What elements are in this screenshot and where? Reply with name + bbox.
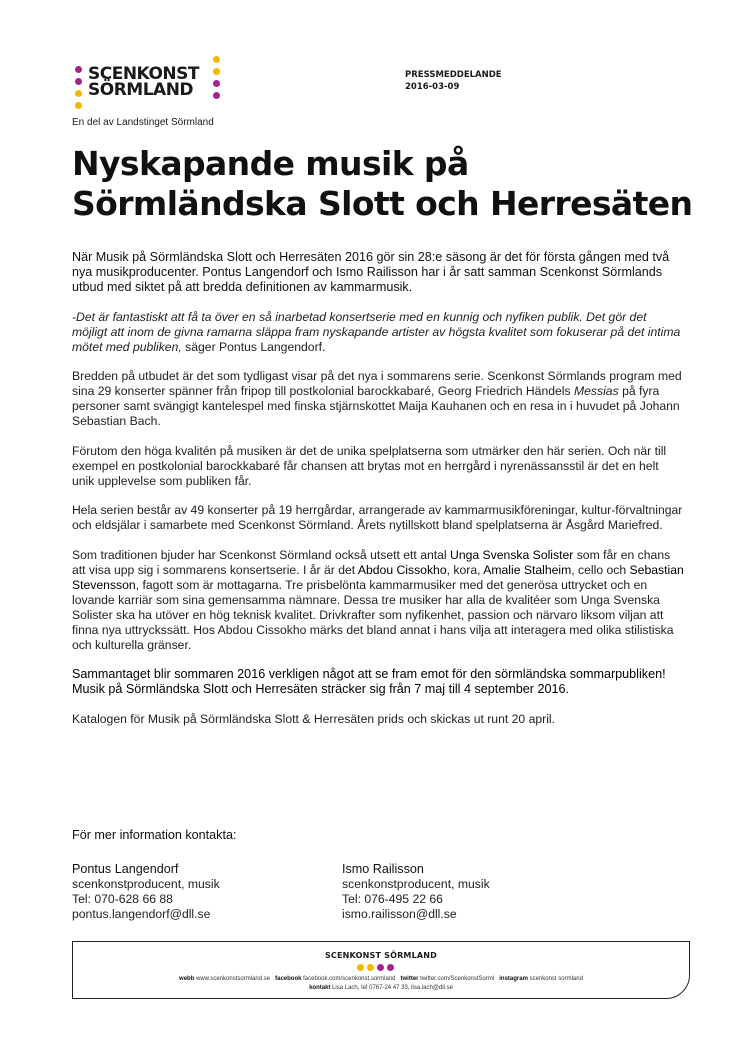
venues-paragraph: Förutom den höga kvalitén på musiken är det de unika spelplatserna som utmärker den här serien. Och när till exempel en postkolonial barockkabaré får chansen att brytas mot en herrgård i nyrenässansstil är det en helt unik upplevelse som publiken får. — [72, 443, 667, 488]
logo-dot — [75, 78, 82, 85]
highlight-name: Unga Svenska Solister — [450, 547, 574, 562]
intro-paragraph: När Musik på Sörmländska Slott och Herresäten 2016 gör sin 28:e säsong är det för första gången med två nya musikproducenter. Pontus Langendorf och Ismo Railisson har i år satt samman Scenkonst Sörmlands utbud med siktet på att bredda definitionen av kammarmusik. — [72, 250, 670, 294]
quote-attribution: säger Pontus Langendorf. — [181, 339, 326, 354]
footer-brand: SCENKONST SÖRMLAND — [324, 951, 438, 960]
footer-dot — [357, 964, 364, 971]
footer-label: twitter — [400, 976, 419, 982]
footer-label: webb — [179, 976, 195, 982]
logo-tagline: En del av Landstinget Sörmland — [72, 117, 214, 128]
logo-dot — [213, 68, 220, 75]
document-date: 2016-03-09 — [405, 82, 460, 92]
program-paragraph — [72, 369, 684, 429]
contact-email[interactable]: pontus.langendorf@dll.se — [72, 907, 211, 921]
dates-line: Musik på Sörmländska Slott och Herresäten sträcker sig från 7 maj till 4 september 2016. — [72, 682, 569, 696]
text-run: , kora, — [446, 562, 484, 577]
footer-contact — [73, 985, 689, 991]
work-title: Messias — [573, 384, 619, 398]
contact-heading: För mer information kontakta: — [72, 828, 237, 842]
footer-dot — [387, 964, 394, 971]
text-run: Bredden på utbudet är det som tydligast visar på det nya i sommarens serie. Scenkonst Sörmlands program med sina 29 konserter spänner från fripop till postkolonial barockkabaré, Georg Friedrich Händels — [72, 369, 682, 398]
logo-dot — [75, 66, 82, 73]
contact-name: Pontus Langendorf — [72, 862, 179, 876]
document-type: PRESSMEDDELANDE — [405, 70, 502, 80]
contact-name: Ismo Railisson — [342, 862, 424, 876]
summary-paragraph — [72, 667, 684, 697]
text-run: Som traditionen bjuder har Scenkonst Sörmland också utsett ett antal — [72, 547, 451, 562]
text-run: Sammantaget blir sommaren 2016 verkligen något att se fram emot för den sörmländska sommarpubliken! — [72, 667, 666, 681]
highlight-name: Abdou Cissokho — [357, 562, 447, 577]
press-header — [405, 69, 502, 93]
contact-card-pontus — [72, 862, 220, 922]
text-run: , fagott som är mottagarna. Tre prisbelönta kammarmusiker med det generösa uttrycket och en lovande karriär som sina gemensamma nämnare. Dessa tre musiker har alla de kvalitéer som Unga Svenska Solister ska ha utöver en hög teknisk kvalitet. Drivkrafter som nyfikenhet, passion och närvaro liksom viljan att finna nya uttryckssätt. Hos Abdou Cissokho märks det bland annat i hans vilja att interagera med olika stilistiska och kulturella gränser. — [72, 577, 674, 652]
page-footer — [72, 941, 690, 999]
contact-card-ismo — [342, 862, 490, 922]
contact-email[interactable]: ismo.railisson@dll.se — [342, 907, 457, 921]
text-run: som får en chans att visa upp sig i sommarens konsertserie. I år är det — [72, 547, 671, 577]
footer-dots — [357, 964, 397, 973]
footer-dot — [367, 964, 374, 971]
logo-dot — [213, 80, 220, 87]
footer-label: kontakt — [309, 985, 331, 991]
quote-paragraph — [72, 310, 684, 355]
footer-dot — [377, 964, 384, 971]
footer-instagram-link[interactable]: scenkonst sormland — [527, 976, 583, 982]
title-line2: Sörmländska Slott och Herresäten — [72, 184, 693, 223]
logo-dot — [75, 90, 82, 97]
logo-dot — [75, 102, 82, 109]
contact-phone: Tel: 076-495 22 66 — [342, 892, 443, 906]
footer-label: instagram — [499, 976, 528, 982]
logo-wordmark-line2: SÖRMLAND — [88, 80, 194, 100]
footer-label: facebook — [275, 976, 302, 982]
soloists-paragraph — [72, 548, 684, 653]
footer-contact-value: Lisa Lach, tel 0767-24 47 33, lisa.lach@dll.se — [330, 985, 453, 991]
highlight-name: Amalie Stalheim — [483, 562, 572, 577]
contact-role: scenkonstproducent, musik — [342, 877, 490, 891]
series-paragraph: Hela serien består av 49 konserter på 19 herrgårdar, arrangerade av kammarmusikföreningar, kultur-förvaltningar och eldsjälar i samarbete med Scenkonst Sörmland. Årets nytillskott bland spelplatserna är Åsgård Mariefred. — [72, 503, 683, 532]
highlight-name: Sebastian Stevensson — [72, 562, 684, 592]
logo-wordmark-line1: SCENKONST — [88, 64, 199, 84]
footer-facebook-link[interactable]: facebook.com/scenkonst.sormland — [301, 976, 396, 982]
contact-phone: Tel: 070-628 66 88 — [72, 892, 173, 906]
logo-dot — [213, 56, 220, 63]
contact-role: scenkonstproducent, musik — [72, 877, 220, 891]
footer-web-link[interactable]: www.scenkonstsormland.se — [194, 976, 271, 982]
page-title — [72, 144, 712, 224]
footer-links — [73, 976, 689, 982]
catalog-paragraph: Katalogen för Musik på Sörmländska Slott & Herresäten prids och skickas ut runt 20 april. — [72, 711, 555, 726]
text-run: , cello och — [571, 562, 630, 577]
article-body — [72, 250, 684, 741]
logo-dot — [213, 92, 220, 99]
title-line1: Nyskapande musik på — [72, 144, 469, 183]
text-run: på fyra personer samt svängigt kantelespel med finska stjärnskottet Maija Kauhanen och en resa in i huvudet på Johann Sebastian Bach. — [72, 384, 680, 428]
footer-twitter-link[interactable]: twitter.com/ScenkonstSorml — [418, 976, 495, 982]
quote-text: -Det är fantastiskt att få ta över en så inarbetad konsertserie med en kunnig och nyfiken publik. Det gör det möjligt att inom de givna ramarna släppa fram nyskapande artister av högsta kvalitet som fokuserar på det intima mötet med publiken, — [72, 309, 681, 354]
